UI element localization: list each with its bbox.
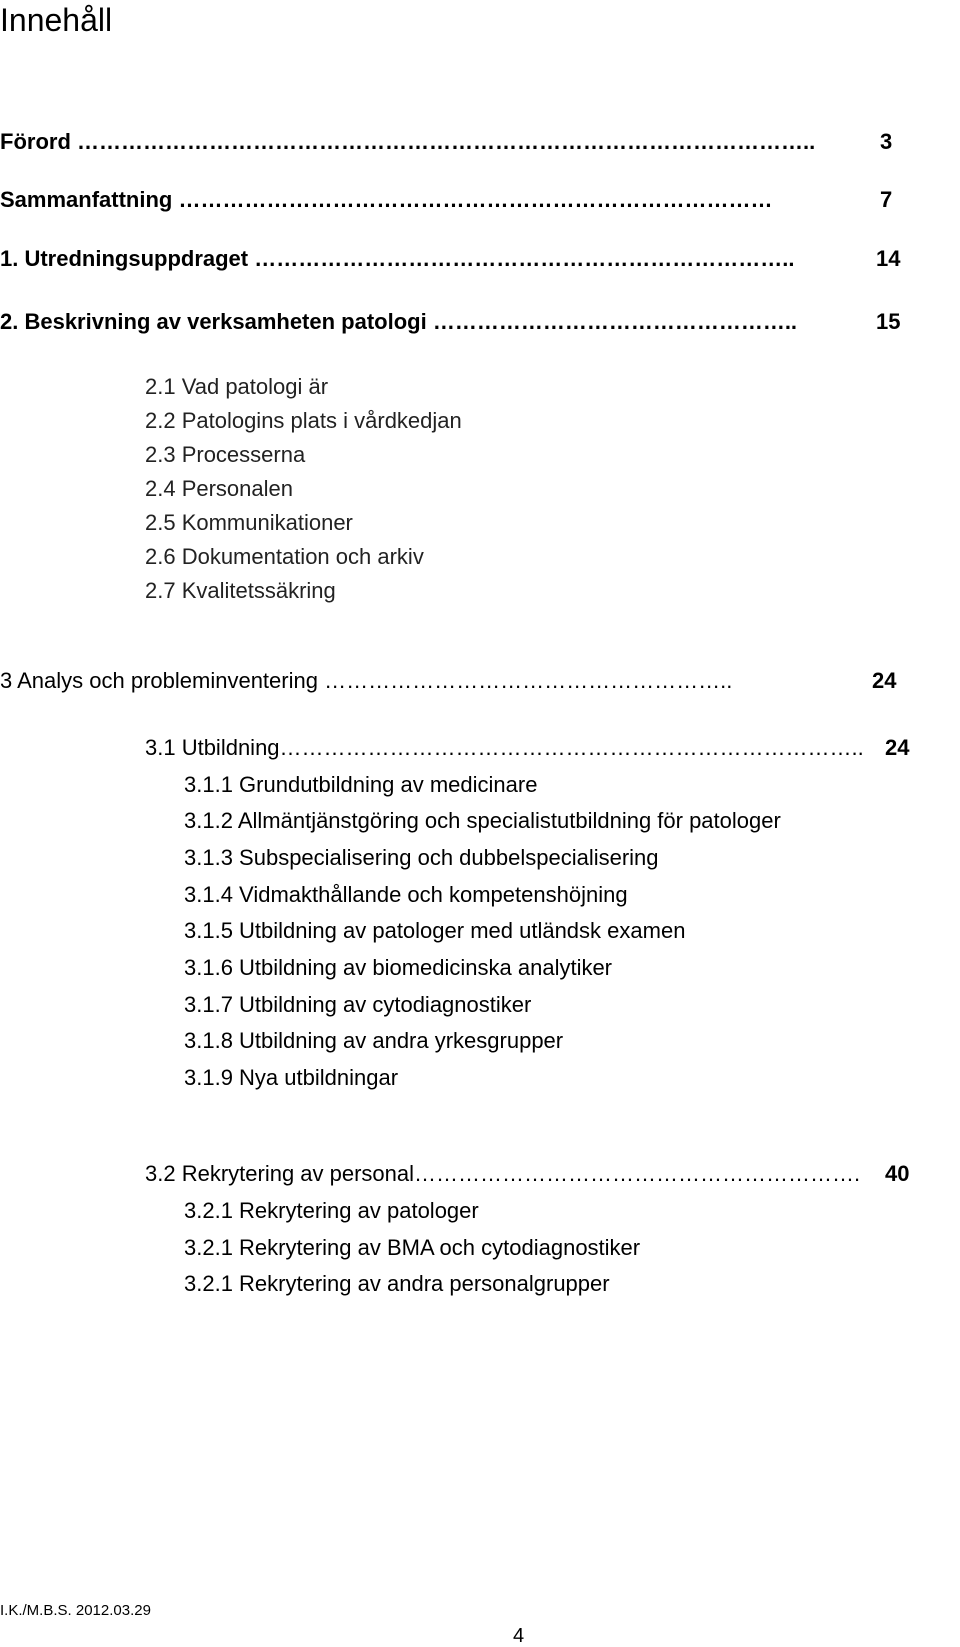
toc-entry-beskrivning: 2. Beskrivning av verksamheten patologi ………………………………………….. bbox=[0, 309, 798, 334]
toc-sub-3-1-1: 3.1.1 Grundutbildning av medicinare bbox=[184, 772, 538, 797]
toc-entry-utredningsuppdraget: 1. Utredningsuppdraget ……………………………………………………………….. bbox=[0, 246, 795, 271]
toc-sub-2-2: 2.2 Patologins plats i vårdkedjan bbox=[145, 408, 462, 433]
toc-entry-rekrytering: 3.2 Rekrytering av personal……………………………………………………. bbox=[145, 1161, 861, 1186]
toc-sub-3-1-2: 3.1.2 Allmäntjänstgöring och specialistutbildning för patologer bbox=[184, 808, 781, 833]
toc-sub-3-1-5: 3.1.5 Utbildning av patologer med utländsk examen bbox=[184, 918, 686, 943]
toc-sub-3-1-8: 3.1.8 Utbildning av andra yrkesgrupper bbox=[184, 1028, 564, 1053]
toc-entry-utbildning: 3.1 Utbildning…………………………………………………………………….. bbox=[145, 735, 864, 760]
toc-sub-3-1-4: 3.1.4 Vidmakthållande och kompetenshöjning bbox=[184, 882, 628, 907]
toc-page-utredningsuppdraget: 14 bbox=[876, 246, 901, 271]
toc-page-forord: 3 bbox=[880, 129, 893, 154]
toc-sub-2-7: 2.7 Kvalitetssäkring bbox=[145, 578, 336, 603]
toc-entry-forord: Förord ……………………………………………………………………………………….. bbox=[0, 129, 816, 154]
page-title: Innehåll bbox=[0, 2, 113, 38]
toc-sub-3-2-1a: 3.2.1 Rekrytering av patologer bbox=[184, 1198, 479, 1223]
toc-page-beskrivning: 15 bbox=[876, 309, 901, 334]
toc-sub-2-4: 2.4 Personalen bbox=[145, 476, 293, 501]
footer-author-date: I.K./M.B.S. 2012.03.29 bbox=[0, 1602, 151, 1619]
toc-sub-3-1-6: 3.1.6 Utbildning av biomedicinska analytiker bbox=[184, 955, 613, 980]
page-number: 4 bbox=[513, 1625, 525, 1647]
toc-page-analys: 24 bbox=[872, 668, 897, 693]
toc-page-sammanfattning: 7 bbox=[880, 187, 893, 212]
toc-sub-2-6: 2.6 Dokumentation och arkiv bbox=[145, 544, 424, 569]
toc-sub-2-1: 2.1 Vad patologi är bbox=[145, 374, 329, 399]
toc-page-rekrytering: 40 bbox=[885, 1161, 910, 1186]
toc-page-utbildning: 24 bbox=[885, 735, 910, 760]
toc-entry-analys: 3 Analys och probleminventering ……………………………………………….. bbox=[0, 668, 733, 693]
toc-sub-3-2-1c: 3.2.1 Rekrytering av andra personalgrupper bbox=[184, 1271, 610, 1296]
toc-sub-2-3: 2.3 Processerna bbox=[145, 442, 306, 467]
toc-entry-sammanfattning: Sammanfattning ……………………………………………………………………… bbox=[0, 187, 773, 212]
toc-sub-2-5: 2.5 Kommunikationer bbox=[145, 510, 353, 535]
toc-sub-3-1-9: 3.1.9 Nya utbildningar bbox=[184, 1065, 399, 1090]
toc-sub-3-1-7: 3.1.7 Utbildning av cytodiagnostiker bbox=[184, 992, 532, 1017]
toc-sub-3-2-1b: 3.2.1 Rekrytering av BMA och cytodiagnostiker bbox=[184, 1235, 641, 1260]
toc-sub-3-1-3: 3.1.3 Subspecialisering och dubbelspecialisering bbox=[184, 845, 659, 870]
